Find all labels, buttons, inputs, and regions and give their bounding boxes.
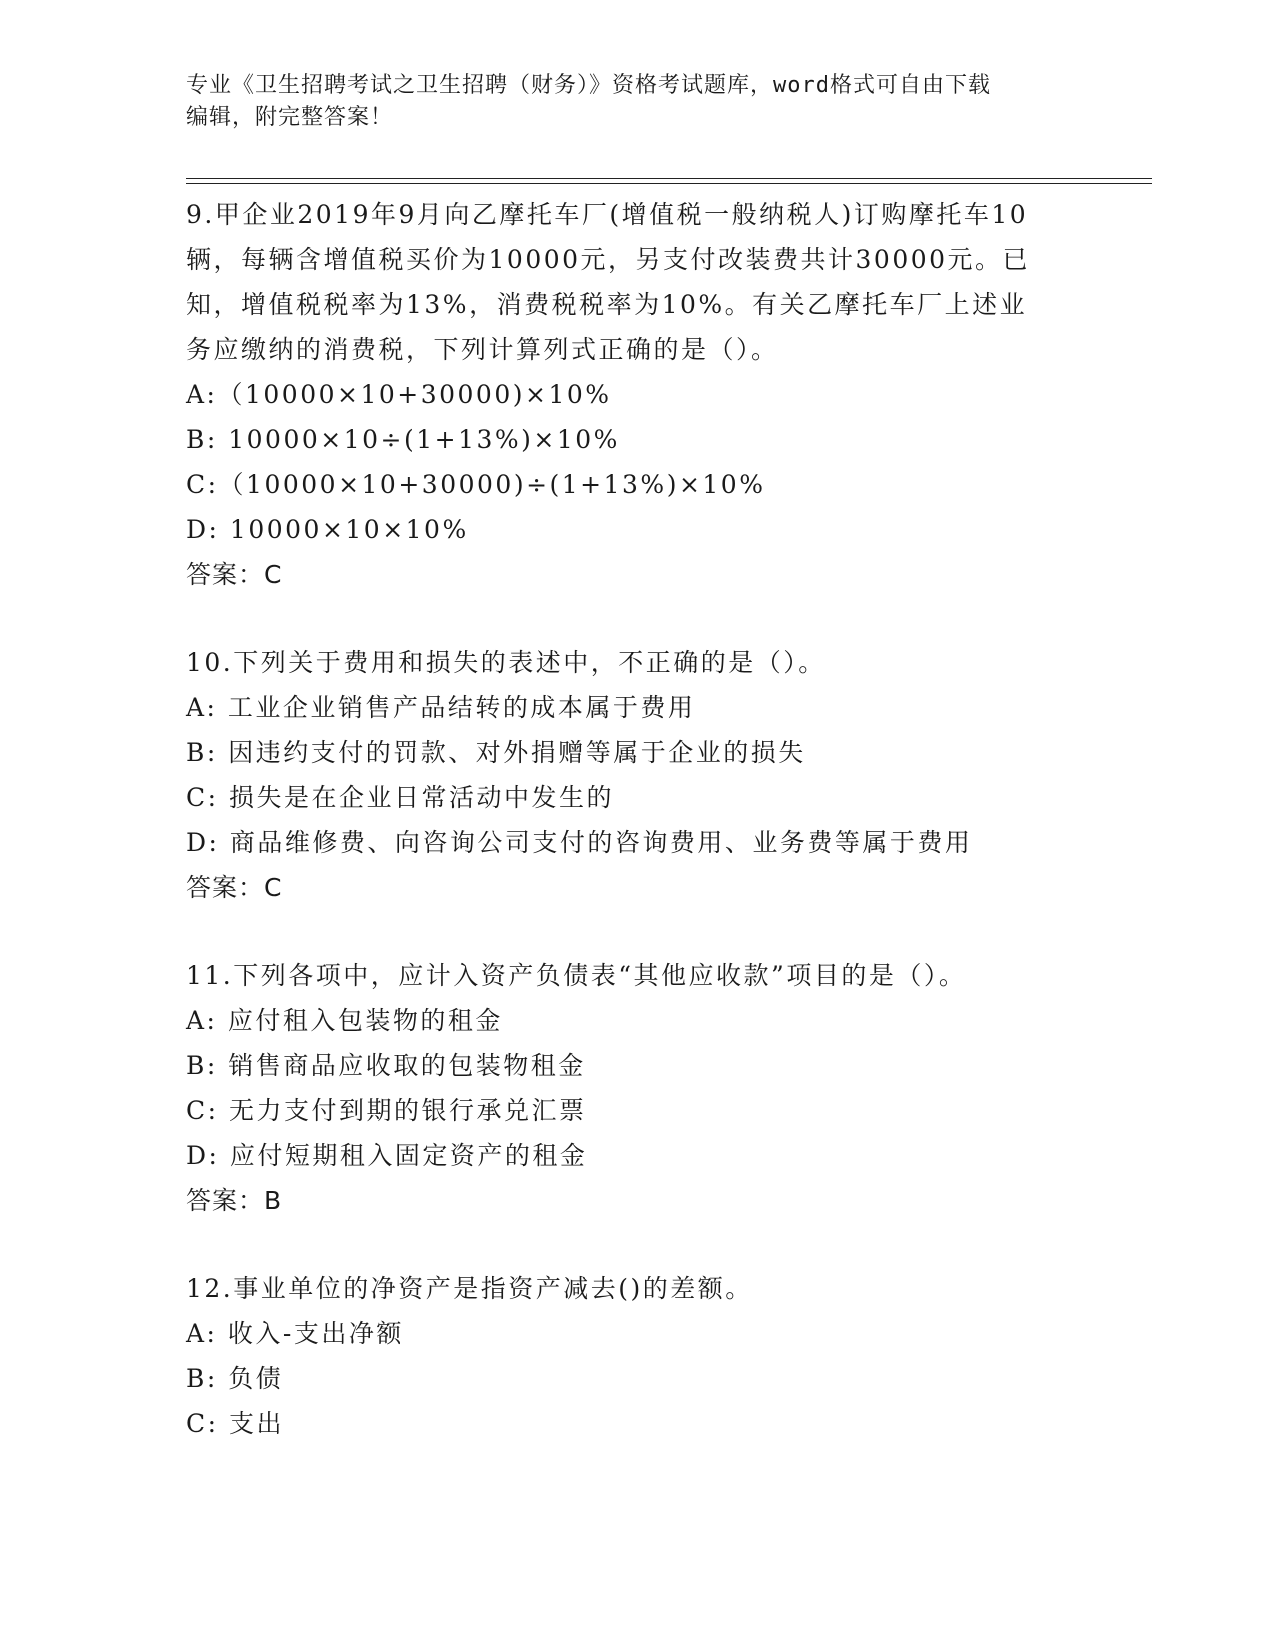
spacer [186, 597, 1086, 640]
option-d: D: 10000×10×10% [186, 515, 469, 544]
option-c: C:（10000×10+30000)÷(1+13%)×10% [186, 470, 766, 499]
question-stem-line: 11.下列各项中，应计入资产负债表“其他应收款”项目的是（）。 [186, 961, 967, 990]
answer-label: 答案：B [186, 1186, 283, 1215]
option-d: D: 应付短期租入固定资产的租金 [186, 1141, 588, 1170]
header-divider-top [186, 178, 1152, 179]
option-a: A:（10000×10+30000)×10% [186, 380, 612, 409]
question-stem-line: 辆，每辆含增值税买价为10000元，另支付改装费共计30000元。已 [186, 245, 1031, 274]
header-line-2: 编辑，附完整答案！ [186, 105, 394, 130]
document-header [186, 70, 1086, 134]
option-c: C: 无力支付到期的银行承兑汇票 [186, 1096, 587, 1125]
question-stem-line: 务应缴纳的消费税，下列计算列式正确的是（）。 [186, 335, 779, 364]
question-stem-line: 12.事业单位的净资产是指资产减去()的差额。 [186, 1274, 753, 1303]
option-a: A: 工业企业销售产品结转的成本属于费用 [186, 693, 696, 722]
option-b: B: 负债 [186, 1364, 284, 1393]
option-c: C: 支出 [186, 1409, 284, 1438]
question-11 [186, 953, 1086, 1223]
option-d: D: 商品维修费、向咨询公司支付的咨询费用、业务费等属于费用 [186, 828, 973, 857]
question-stem-line: 10.下列关于费用和损失的表述中，不正确的是（）。 [186, 648, 826, 677]
question-list [186, 192, 1086, 1446]
answer-label: 答案：C [186, 560, 283, 589]
question-stem-line: 9.甲企业2019年9月向乙摩托车厂(增值税一般纳税人)订购摩托车10 [186, 200, 1029, 229]
option-b: B: 销售商品应收取的包装物租金 [186, 1051, 586, 1080]
question-10 [186, 640, 1086, 910]
option-b: B: 因违约支付的罚款、对外捐赠等属于企业的损失 [186, 738, 806, 767]
header-line-1: 专业《卫生招聘考试之卫生招聘（财务）》资格考试题库，word格式可自由下载 [186, 73, 991, 98]
question-12 [186, 1266, 1086, 1446]
option-a: A: 应付租入包装物的租金 [186, 1006, 503, 1035]
header-divider-bottom [186, 183, 1152, 184]
answer-label: 答案：C [186, 873, 283, 902]
question-stem-line: 知，增值税税率为13%，消费税税率为10%。有关乙摩托车厂上述业 [186, 290, 1028, 319]
spacer [186, 910, 1086, 953]
spacer [186, 1223, 1086, 1266]
question-9 [186, 192, 1086, 597]
option-c: C: 损失是在企业日常活动中发生的 [186, 783, 614, 812]
option-b: B: 10000×10÷(1+13%)×10% [186, 425, 620, 454]
option-a: A: 收入-支出净额 [186, 1319, 404, 1348]
